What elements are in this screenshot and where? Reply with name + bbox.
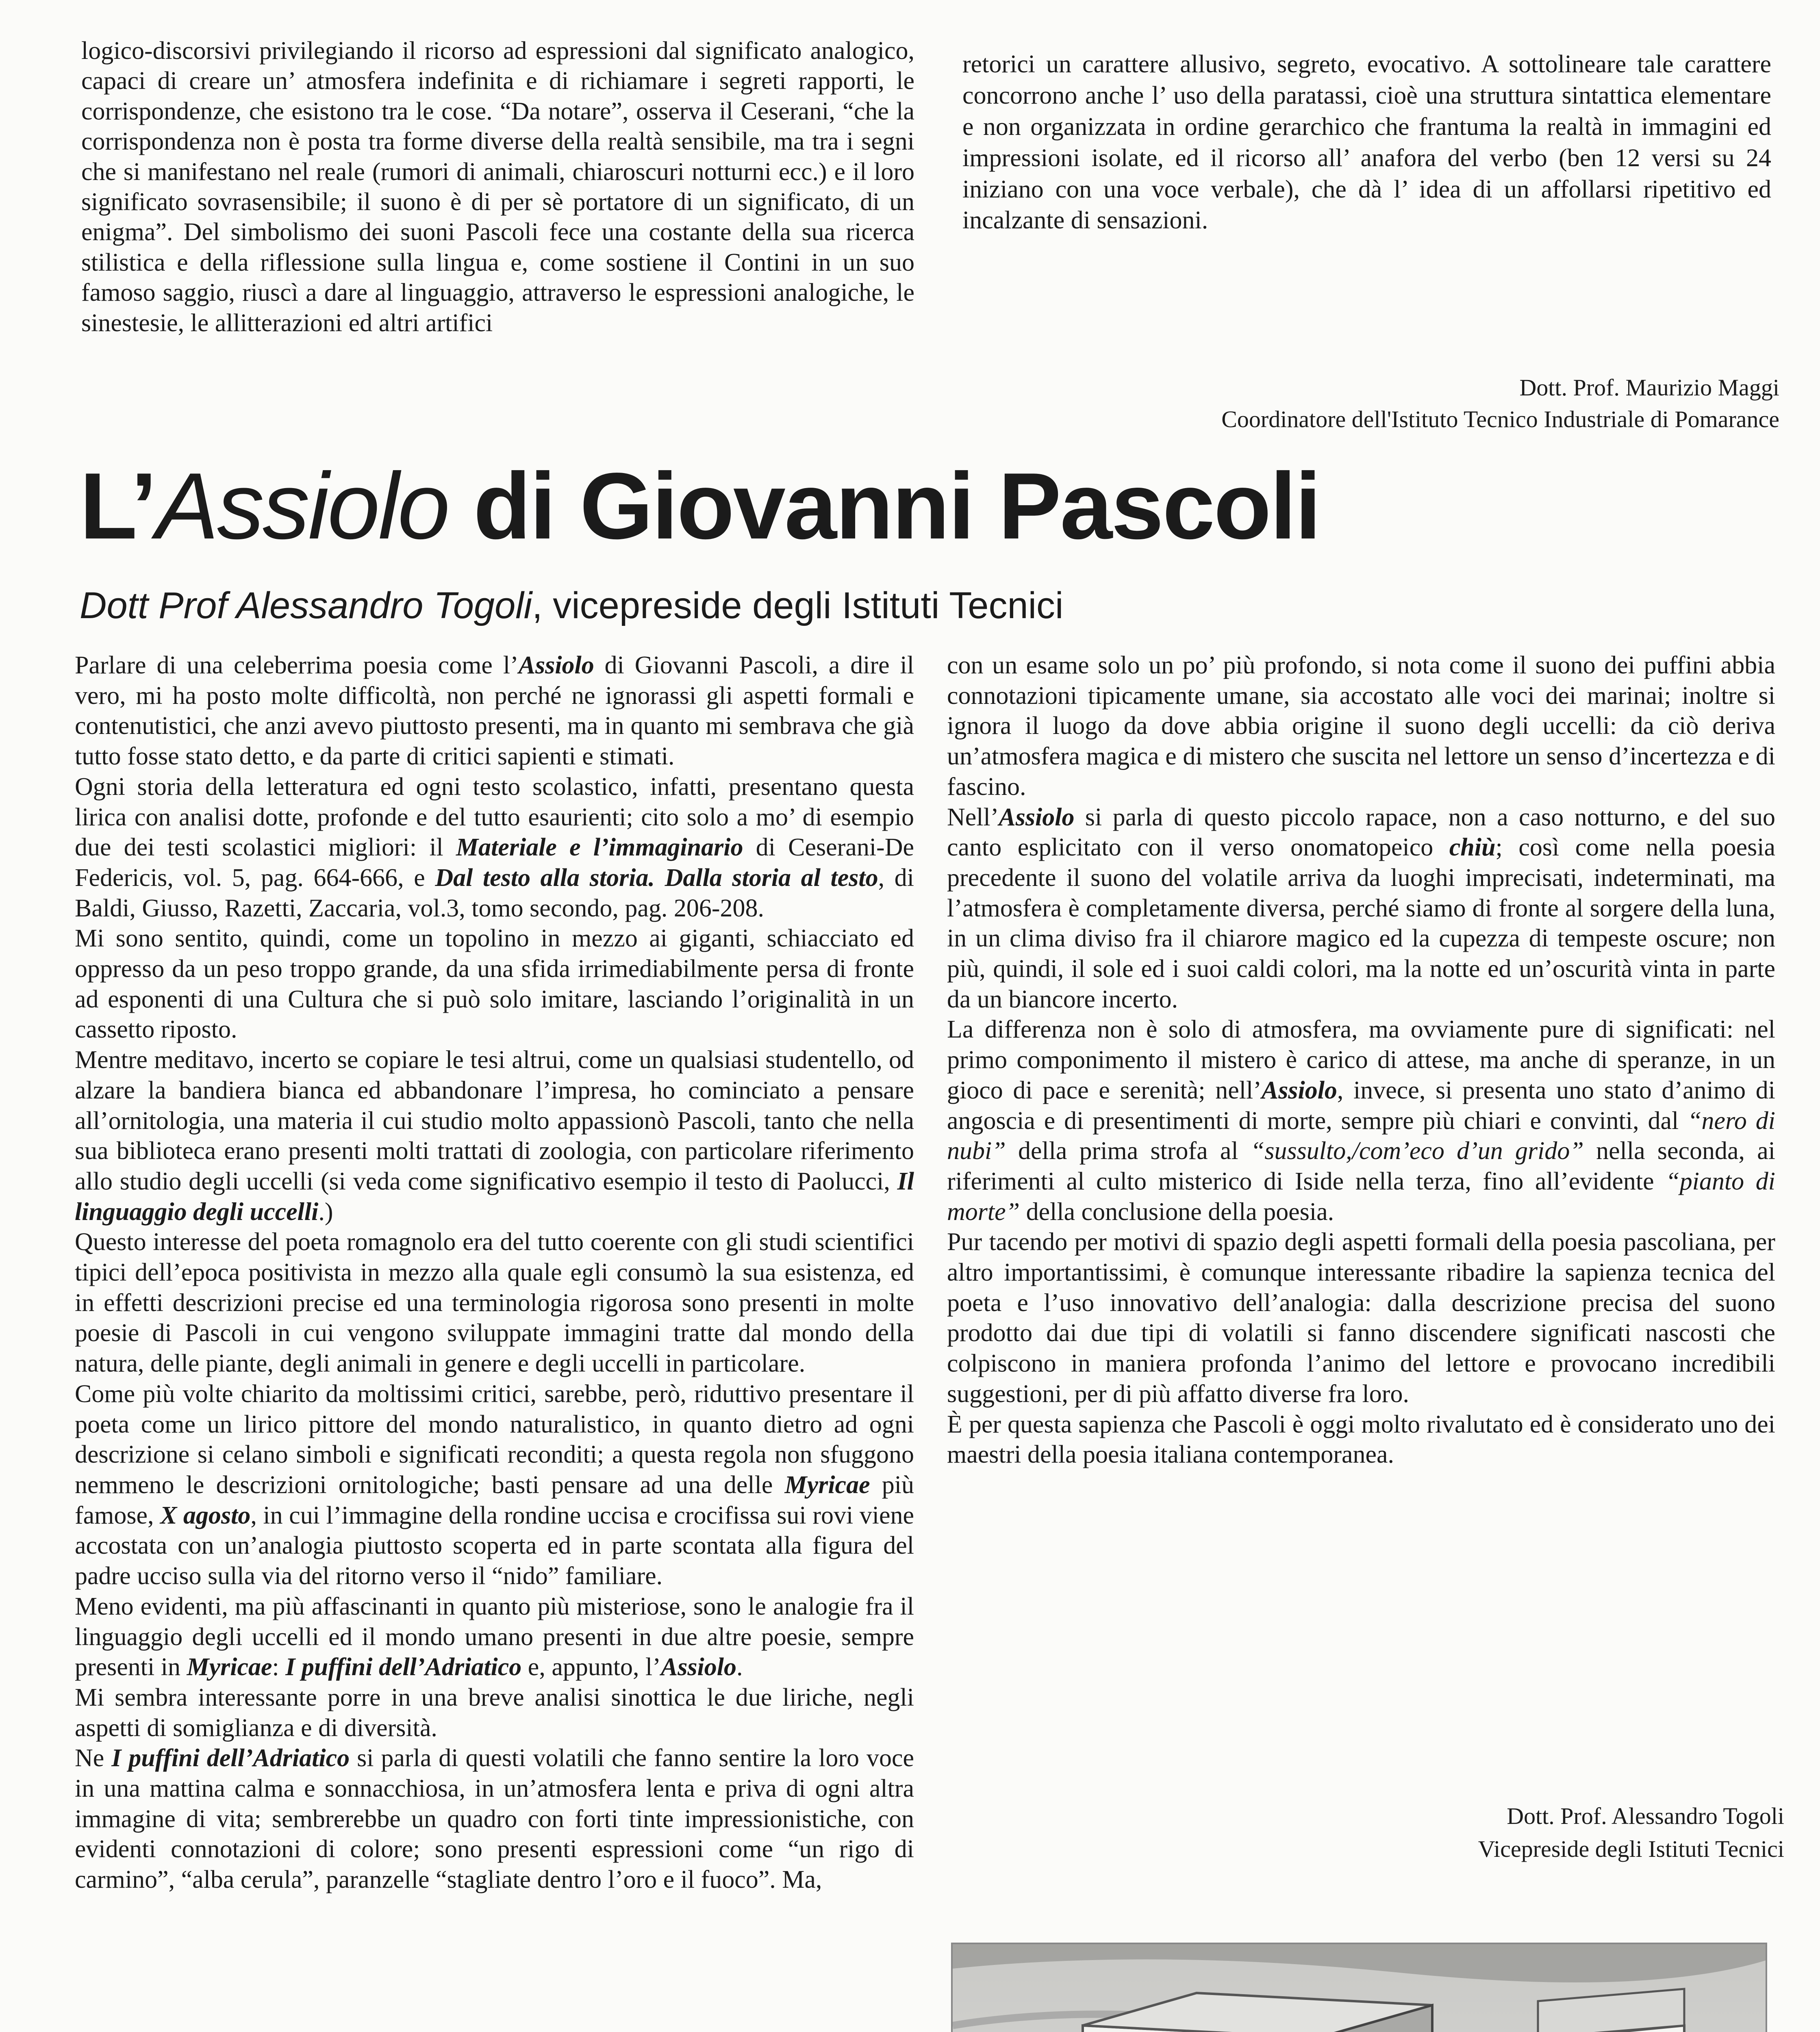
emphasis-bold-italic: X agosto	[160, 1501, 251, 1529]
paragraph: Questo interesse del poeta romagnolo era del tutto coerente con gli studi scientifici tipici dell’epoca positivista in mezzo alla quale egli consumò la sua esistenza, ed in effetti descrizioni precise ed una terminologia rigorosa sono presenti in molte poesie di Pascoli in cui vengono sviluppate immagini tratte dal mondo della natura, delle piante, degli animali in genere e degli uccelli in particolare.	[75, 1228, 914, 1378]
previous-article-column-left	[81, 36, 914, 338]
emphasis-italic: “sussulto,/com’eco d’un grido”	[1250, 1137, 1584, 1165]
previous-article-signature	[885, 372, 1779, 436]
paragraph: Meno evidenti, ma più affascinanti in quanto più misteriose, sono le analogie fra il linguaggio degli uccelli ed il mondo umano presenti in due altre poesie, sempre presenti in Myricae: I puffini dell’Adriatico e, appunto, l’Assiolo.	[75, 1592, 914, 1681]
previous-article-text-right: retorici un carattere allusivo, segreto, evocativo. A sottolineare tale carattere concorrono anche l’ uso della paratassi, cioè una struttura sintattica elementare e non organizzata in ordine gerarchico che frantuma la realtà in immagini ed impressioni isolate, ed il ricorso all’ anafora del verbo (ben 12 versi su 24 iniziano con una voce verbale), che dà l’ idea di un affollarsi ripetitivo ed incalzante di sensazioni.	[962, 50, 1771, 234]
previous-article-text-left: logico-discorsivi privilegiando il ricorso ad espressioni dal significato analogico, capaci di creare un’ atmosfera indefinita e di richiamare i segreti rapporti, le corrispondenze, che esistono tra le cose. “Da notare”, osserva il Ceserani, “che la corrispondenza non è posta tra forme diverse della realtà sensibile, ma tra i segni che si manifestano nel reale (rumori di animali, chiaroscuri notturni ecc.) e il loro significato sovrasensibile; il suono è di per sè portatore di un significato, di un enigma”. Del simbolismo dei suoni Pascoli fece una costante della sua ricerca stilistica e della riflessione sulla lingua e, come sostiene il Contini in un suo famoso saggio, riuscì a dare al linguaggio, attraverso le espressioni analogiche, le sinestesie, le allitterazioni ed altri artifici	[81, 37, 914, 337]
paragraph: La differenza non è solo di atmosfera, ma ovviamente pure di significati: nel primo componimento il mistero è carico di attese, ma anche di speranze, in un gioco di pace e serenità; nell’Assiolo, invece, si presenta uno stato d’animo di angoscia e di presentimenti di morte, sempre più chiari e convinti, dal “nero di nubi” della prima strofa al “sussulto,/com’eco d’un grido” nella seconda, ai riferimenti al culto misterico di Iside nella terza, fino all’evidente “pianto di morte” della conclusione della poesia.	[947, 1016, 1775, 1226]
article-title	[80, 454, 1787, 559]
paragraph: con un esame solo un po’ più profondo, si nota come il suono dei puffini abbia connotazioni tipicamente umane, sia accostato alle voci dei marinai; inoltre si ignora il luogo da dove abbia origine il suono degli uccelli: da ciò deriva un’atmosfera magica e di mistero che suscita nel lettore un senso d’incertezza e di fascino.	[947, 651, 1775, 801]
paragraph: Mi sono sentito, quindi, come un topolino in mezzo ai giganti, schiacciato ed oppresso da un peso troppo grande, da una sfida irrimediabilmente persa di fronte ad esponenti di una Cultura che si può solo imitare, lasciando l’originalità in un cassetto riposto.	[75, 925, 914, 1044]
paragraph: Ne I puffini dell’Adriatico si parla di questi volatili che fanno sentire la loro voce in una mattina calma e sonnacchiosa, in un’atmosfera lenta e priva di ogni altra immagine di vita; sembrerebbe un quadro con forti tinte impressionistiche, con evidenti connotazioni di colore; sono presenti espressioni come “un rigo di carmino”, “alba cerula”, paranzelle “stagliate dentro l’oro e il fuoco”. Ma,	[75, 1744, 914, 1894]
emphasis-bold-italic: Myricae	[784, 1471, 870, 1499]
painting-illustration	[953, 1944, 1766, 2032]
article-byline	[80, 584, 1787, 627]
emphasis-bold-italic: Assiolo	[660, 1653, 736, 1681]
signature-name: Dott. Prof. Maurizio Maggi	[1519, 374, 1779, 401]
paragraph: È per questa sapienza che Pascoli è oggi molto rivalutato ed è considerato uno dei maestri della poesia italiana contemporanea.	[947, 1410, 1775, 1469]
watercolor-painting	[951, 1943, 1767, 2032]
article-column-left	[75, 650, 914, 1895]
paragraph: Pur tacendo per motivi di spazio degli aspetti formali della poesia pascoliana, per altro importantissimi, è comunque interessante ribadire la sapienza tecnica del poeta e l’uso innovativo dell’analogia: dalla descrizione precisa del suono prodotto dai due tipi di volatili si fanno discendere significati nascosti che colpiscono in maniera profonda l’animo del lettore e provocano incredibili suggestioni, per di più affatto diverse fra loro.	[947, 1228, 1775, 1408]
emphasis-bold-italic: Materiale e l’immaginario	[456, 834, 743, 862]
byline-role: , vicepreside degli Istituti Tecnici	[532, 585, 1064, 626]
title-prefix: L’	[80, 454, 156, 559]
article-signature	[1138, 1800, 1784, 1865]
title-italic-word: Assiolo	[156, 454, 449, 559]
emphasis-bold-italic: Myricae	[187, 1653, 272, 1681]
emphasis-bold-italic: Assiolo	[1261, 1076, 1337, 1104]
paragraph: Mentre meditavo, incerto se copiare le tesi altrui, come un qualsiasi studentello, od alzare la bandiera bianca ed abbandonare l’impresa, ho cominciato a pensare all’ornitologia, una materia il cui studio molto appassionò Pascoli, tanto che nella sua biblioteca erano presenti molti trattati di zoologia, con particolare riferimento allo studio degli uccelli (si veda come significativo esempio il testo di Paolucci, Il linguaggio degli uccelli.)	[75, 1046, 914, 1226]
emphasis-bold-italic: chiù	[1449, 834, 1496, 862]
emphasis-bold-italic: Dal testo alla storia. Dalla storia al testo	[435, 864, 878, 892]
emphasis-bold-italic: I puffini dell’Adriatico	[111, 1744, 350, 1772]
paragraph: Nell’Assiolo si parla di questo piccolo rapace, non a caso notturno, e del suo canto esplicitato con il verso onomatopeico chiù; così come nella poesia precedente il suono del volatile arriva da luoghi imprecisati, indeterminati, ma l’atmosfera è completamente diversa, perché siamo di fronte al sorgere della luna, in un clima diviso fra il chiarore magico ed la cupezza di tempeste oscure; non più, quindi, il sole ed i suoi caldi colori, ma la notte ed un’oscurità vinta in parte da un biancore incerto.	[947, 803, 1775, 1013]
previous-article-column-right	[962, 49, 1771, 236]
paragraph: Come più volte chiarito da moltissimi critici, sarebbe, però, riduttivo presentare il poeta come un lirico pittore del mondo naturalistico, in quanto dietro ad ogni descrizione si celano simboli e significati reconditi; a questa regola non sfuggono nemmeno le descrizioni ornitologiche; basti pensare ad una delle Myricae più famose, X agosto, in cui l’immagine della rondine uccisa e crocifissa sui rovi viene accostata con un’analogia piuttosto scoperta ed in parte scontata alla figura del padre ucciso sulla via del ritorno verso il “nido” familiare.	[75, 1380, 914, 1590]
signature-role: Coordinatore dell'Istituto Tecnico Industriale di Pomarance	[1221, 406, 1779, 433]
signature-role: Vicepreside degli Istituti Tecnici	[1478, 1836, 1784, 1863]
title-rest: di Giovanni Pascoli	[448, 454, 1320, 559]
byline-author: Dott Prof Alessandro Togoli	[80, 585, 532, 626]
signature-name: Dott. Prof. Alessandro Togoli	[1507, 1803, 1784, 1829]
paragraph: Mi sembra interessante porre in una breve analisi sinottica le due liriche, negli aspetti di somiglianza e di diversità.	[75, 1683, 914, 1742]
emphasis-bold-italic: Assiolo	[999, 803, 1075, 831]
emphasis-italic: “nero di nubi”	[947, 1107, 1775, 1165]
emphasis-bold-italic: Assiolo	[518, 651, 594, 679]
paragraph: Parlare di una celeberrima poesia come l’Assiolo di Giovanni Pascoli, a dire il vero, mi ha posto molte difficoltà, non perché ne ignorassi gli aspetti formali e contenutistici, che anzi avevo piuttosto presenti, ma in quanto mi sembrava che già tutto fosse stato detto, e da parte di critici sapienti e stimati.	[75, 651, 914, 771]
paragraph: Ogni storia della letteratura ed ogni testo scolastico, infatti, presentano questa lirica con analisi dotte, profonde e del tutto esaurienti; cito solo a mo’ di esempio due dei testi scolastici migliori: il Materiale e l’immaginario di Ceserani-De Federicis, vol. 5, pag. 664-666, e Dal testo alla storia. Dalla storia al testo, di Baldi, Giusso, Razetti, Zaccaria, vol.3, tomo secondo, pag. 206-208.	[75, 773, 914, 922]
emphasis-bold-italic: Il linguaggio degli uccelli	[75, 1167, 914, 1226]
article-column-right	[947, 650, 1775, 1470]
emphasis-bold-italic: I puffini dell’Adriatico	[285, 1653, 522, 1681]
emphasis-italic: “pianto di morte”	[947, 1167, 1775, 1226]
